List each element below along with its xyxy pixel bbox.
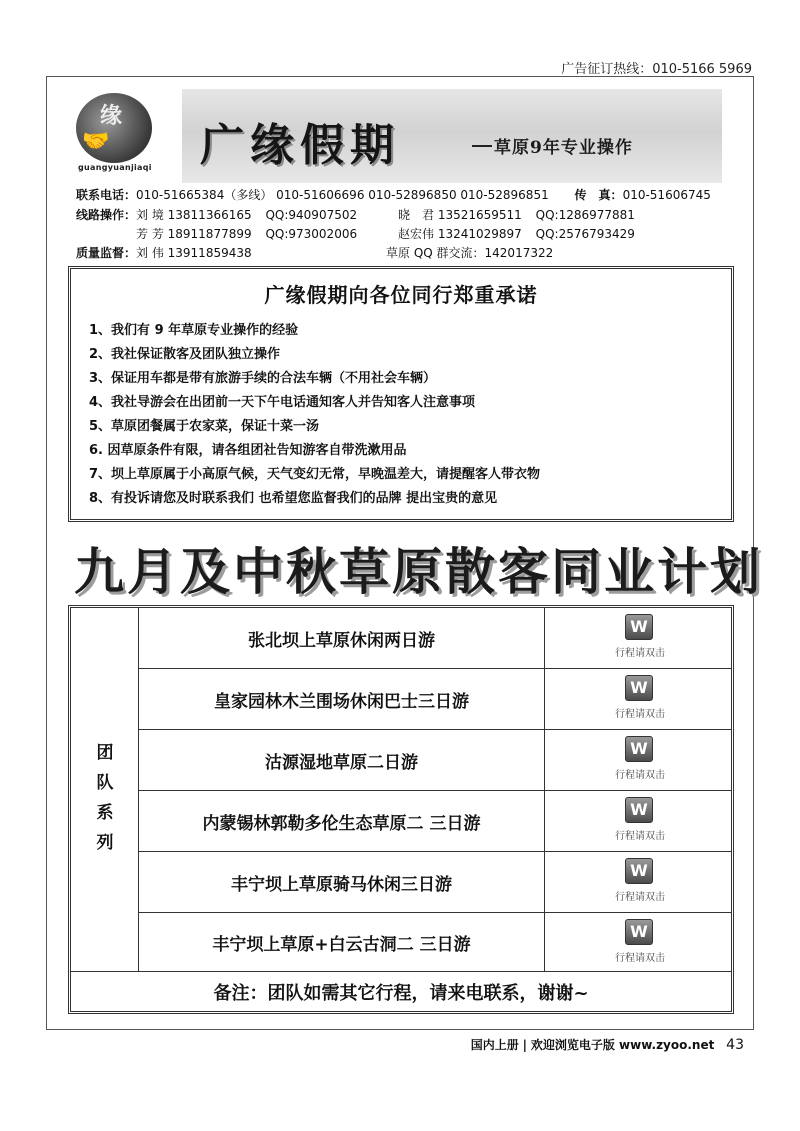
- contact-ops-row-1: [76, 206, 635, 223]
- operator-2: 晓 君 13521659511: [398, 208, 522, 222]
- route-name: 丰宁坝上草原骑马休闲三日游: [139, 852, 545, 912]
- promise-item: 3、保证用车都是带有旅游手续的合法车辆（不用社会车辆）: [89, 371, 437, 386]
- group-series-label: 团队系列: [96, 743, 114, 853]
- qc-label: 质量监督：: [76, 246, 137, 260]
- table-row: [139, 852, 731, 913]
- route-name: 皇家园林木兰围场休闲巴士三日游: [139, 669, 545, 729]
- logo-pinyin: guangyuanjiaqi: [78, 163, 152, 172]
- footer-text: 欢迎浏览电子版 www.zyoo.net: [530, 1038, 715, 1052]
- footer-section: 国内上册: [470, 1038, 519, 1052]
- itinerary-link[interactable]: [545, 612, 731, 666]
- promise-item: 5、草原团餐属于农家菜，保证十菜一汤: [89, 419, 320, 434]
- operator-3-qq: QQ:973002006: [265, 227, 358, 241]
- itinerary-label: 行程请双击: [615, 953, 665, 964]
- qq-group-label: 草原 QQ 群交流：: [386, 246, 485, 260]
- brand-banner: [182, 89, 722, 183]
- promise-item: 6. 因草原条件有限，请各组团社告知游客自带洗漱用品: [89, 443, 407, 458]
- handshake-icon: 🤝: [82, 129, 110, 154]
- itinerary-link[interactable]: [545, 673, 731, 727]
- table-row: [139, 669, 731, 730]
- brand-slogan: 草原9年专业操作: [494, 138, 633, 158]
- promise-item: 1、我们有 9 年草原专业操作的经验: [89, 323, 299, 338]
- word-doc-icon[interactable]: W: [625, 675, 653, 701]
- route-name: 内蒙锡林郭勒多伦生态草原二 三日游: [139, 791, 545, 851]
- itinerary-label: 行程请双击: [615, 648, 665, 659]
- slogan-dash: [472, 145, 492, 147]
- brand-name: 广缘假期: [200, 120, 400, 171]
- route-name: 丰宁坝上草原+白云古洞二 三日游: [139, 913, 545, 971]
- table-row: [139, 791, 731, 852]
- promise-item: 8、有投诉请您及时联系我们 也希望您监督我们的品牌 提出宝贵的意见: [89, 491, 498, 506]
- contact-qc-row: [76, 244, 554, 261]
- table-note: 备注：团队如需其它行程，请来电联系，谢谢~: [213, 983, 589, 1004]
- page-number: 43: [726, 1037, 744, 1053]
- fax-number: 010-51606745: [622, 188, 711, 202]
- word-doc-icon[interactable]: W: [625, 614, 653, 640]
- ad-hotline: 广告征订热线：010-5166 5969: [561, 62, 752, 77]
- plan-title: 九月及中秋草原散客同业计划: [74, 542, 763, 601]
- operator-3: 芳 芳 18911877899: [136, 227, 252, 241]
- logo-character: 缘: [100, 103, 123, 129]
- itinerary-label: 行程请双击: [615, 831, 665, 842]
- company-logo: [76, 93, 156, 173]
- operator-1-qq: QQ:940907502: [265, 208, 358, 222]
- qq-group-number: 142017322: [484, 246, 554, 260]
- group-series-cell: [71, 608, 139, 971]
- itinerary-label: 行程请双击: [615, 770, 665, 781]
- itinerary-link[interactable]: [545, 856, 731, 910]
- promise-item: 2、我社保证散客及团队独立操作: [89, 347, 281, 362]
- route-table: [68, 605, 734, 1014]
- itinerary-label: 行程请双击: [615, 709, 665, 720]
- promise-item: 4、我社导游会在出团前一天下午电话通知客人并告知客人注意事项: [89, 395, 476, 410]
- operator-2-qq: QQ:1286977881: [535, 208, 635, 222]
- table-row: [139, 730, 731, 791]
- contact-phones: [76, 186, 711, 203]
- operator-4: 赵宏伟 13241029897: [398, 227, 522, 241]
- phone-label: 联系电话：: [76, 188, 137, 202]
- itinerary-link[interactable]: [545, 917, 731, 971]
- promise-box: [68, 266, 734, 522]
- promise-title: 广缘假期向各位同行郑重承诺: [264, 283, 538, 307]
- itinerary-link[interactable]: [545, 795, 731, 849]
- route-name: 沽源湿地草原二日游: [139, 730, 545, 790]
- footer-separator: |: [522, 1038, 528, 1052]
- fax-label: 传 真：: [574, 188, 623, 202]
- qc-person: 刘 伟 13911859438: [136, 246, 252, 260]
- itinerary-label: 行程请双击: [615, 892, 665, 903]
- table-row: [139, 913, 731, 971]
- word-doc-icon[interactable]: W: [625, 919, 653, 945]
- contact-ops-row-2: [76, 225, 635, 242]
- route-name: 张北坝上草原休闲两日游: [139, 608, 545, 668]
- operator-4-qq: QQ:2576793429: [535, 227, 635, 241]
- word-doc-icon[interactable]: W: [625, 736, 653, 762]
- ops-label: 线路操作：: [76, 208, 137, 222]
- phone-numbers: 010-51665384（多线） 010-51606696 010-52896850 010-52896851: [136, 188, 549, 202]
- table-row: [139, 608, 731, 669]
- page-footer: [471, 1036, 744, 1053]
- itinerary-link[interactable]: [545, 734, 731, 788]
- promise-item: 7、坝上草原属于小高原气候，天气变幻无常，早晚温差大，请提醒客人带衣物: [89, 467, 541, 482]
- operator-1: 刘 境 13811366165: [136, 208, 252, 222]
- word-doc-icon[interactable]: W: [625, 858, 653, 884]
- word-doc-icon[interactable]: W: [625, 797, 653, 823]
